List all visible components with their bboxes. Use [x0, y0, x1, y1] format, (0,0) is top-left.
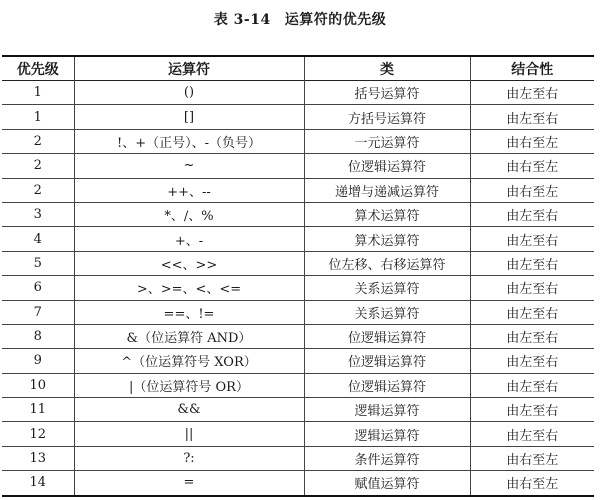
table-header	[2, 56, 594, 81]
associativity-cell: 由左至右	[470, 324, 594, 348]
precedence-cell: 8	[2, 324, 74, 348]
associativity-cell: 由右至左	[470, 129, 594, 153]
category-cell: 逻辑运算符	[304, 398, 470, 422]
associativity-cell: 由左至右	[470, 105, 594, 129]
table-row	[2, 251, 594, 275]
operator-cell: &（位运算符 AND）	[74, 324, 304, 348]
associativity-cell: 由左至右	[470, 349, 594, 373]
operator-cell: <<、>>	[74, 251, 304, 275]
table-row	[2, 276, 594, 300]
precedence-cell: 10	[2, 373, 74, 397]
operator-cell: >、>=、<、<=	[74, 276, 304, 300]
associativity-cell: 由左至右	[470, 202, 594, 226]
table-row	[2, 300, 594, 324]
category-cell: 逻辑运算符	[304, 422, 470, 446]
header-operator: 运算符	[74, 56, 304, 81]
associativity-cell: 由左至右	[470, 300, 594, 324]
associativity-cell: 由左至右	[470, 251, 594, 275]
operator-cell: ?:	[74, 446, 304, 470]
category-cell: 括号运算符	[304, 81, 470, 105]
associativity-cell: 由右至左	[470, 471, 594, 496]
precedence-cell: 1	[2, 105, 74, 129]
associativity-cell: 由左至右	[470, 276, 594, 300]
precedence-cell: 9	[2, 349, 74, 373]
precedence-cell: 2	[2, 178, 74, 202]
header-row	[2, 56, 594, 81]
category-cell: 递增与递减运算符	[304, 178, 470, 202]
operator-cell: []	[74, 105, 304, 129]
associativity-cell: 由左至右	[470, 398, 594, 422]
associativity-cell: 由左至右	[470, 227, 594, 251]
header-precedence: 优先级	[16, 61, 59, 78]
operator-cell: ~	[74, 154, 304, 178]
precedence-cell: 4	[2, 227, 74, 251]
operator-cell: +、-	[74, 227, 304, 251]
precedence-cell: 3	[2, 202, 74, 226]
table-row	[2, 178, 594, 202]
table-title: 运算符的优先级	[284, 12, 387, 28]
table-row	[2, 398, 594, 422]
table-row	[2, 373, 594, 397]
table-row	[2, 129, 594, 153]
associativity-cell: 由右至左	[470, 178, 594, 202]
operator-cell: &&	[74, 398, 304, 422]
category-cell: 位左移、右移运算符	[304, 251, 470, 275]
precedence-cell: 1	[2, 81, 74, 105]
table-row	[2, 349, 594, 373]
table-row	[2, 471, 594, 496]
table-row	[2, 105, 594, 129]
associativity-cell: 由右至左	[470, 154, 594, 178]
operator-cell: ==、!=	[74, 300, 304, 324]
table-row	[2, 324, 594, 348]
table-row	[2, 446, 594, 470]
table-row	[2, 227, 594, 251]
category-cell: 一元运算符	[304, 129, 470, 153]
category-cell: 方括号运算符	[304, 105, 470, 129]
category-cell: 关系运算符	[304, 300, 470, 324]
associativity-cell: 由左至右	[470, 81, 594, 105]
associativity-cell: 由左至右	[470, 422, 594, 446]
operator-cell: ++、--	[74, 178, 304, 202]
precedence-cell: 2	[2, 154, 74, 178]
category-cell: 位逻辑运算符	[304, 324, 470, 348]
precedence-cell: 5	[2, 251, 74, 275]
table-body	[2, 81, 594, 496]
table-row	[2, 202, 594, 226]
precedence-cell: 11	[2, 398, 74, 422]
operator-cell: *、/、%	[74, 202, 304, 226]
category-cell: 位逻辑运算符	[304, 349, 470, 373]
table-number: 表 3-14	[213, 12, 271, 28]
operator-cell: ||	[74, 422, 304, 446]
table-row	[2, 422, 594, 446]
precedence-cell: 6	[2, 276, 74, 300]
category-cell: 位逻辑运算符	[304, 154, 470, 178]
operator-cell: =	[74, 471, 304, 496]
precedence-cell: 14	[2, 471, 74, 496]
category-cell: 位逻辑运算符	[304, 373, 470, 397]
associativity-cell: 由左至右	[470, 373, 594, 397]
category-cell: 算术运算符	[304, 227, 470, 251]
table-row	[2, 154, 594, 178]
category-cell: 赋值运算符	[304, 471, 470, 496]
operator-cell: ()	[74, 81, 304, 105]
header-associativity: 结合性	[470, 56, 594, 81]
operator-cell: !、+（正号）、-（负号）	[74, 129, 304, 153]
category-cell: 关系运算符	[304, 276, 470, 300]
operator-cell: |（位运算符号 OR）	[74, 373, 304, 397]
operator-cell: ^（位运算符号 XOR）	[74, 349, 304, 373]
precedence-cell: 13	[2, 446, 74, 470]
table-caption	[0, 9, 600, 29]
associativity-cell: 由右至左	[470, 446, 594, 470]
table-row	[2, 81, 594, 105]
category-cell: 算术运算符	[304, 202, 470, 226]
header-category: 类	[304, 56, 470, 81]
operator-precedence-table	[2, 55, 594, 497]
precedence-cell: 2	[2, 129, 74, 153]
category-cell: 条件运算符	[304, 446, 470, 470]
precedence-cell: 7	[2, 300, 74, 324]
precedence-cell: 12	[2, 422, 74, 446]
